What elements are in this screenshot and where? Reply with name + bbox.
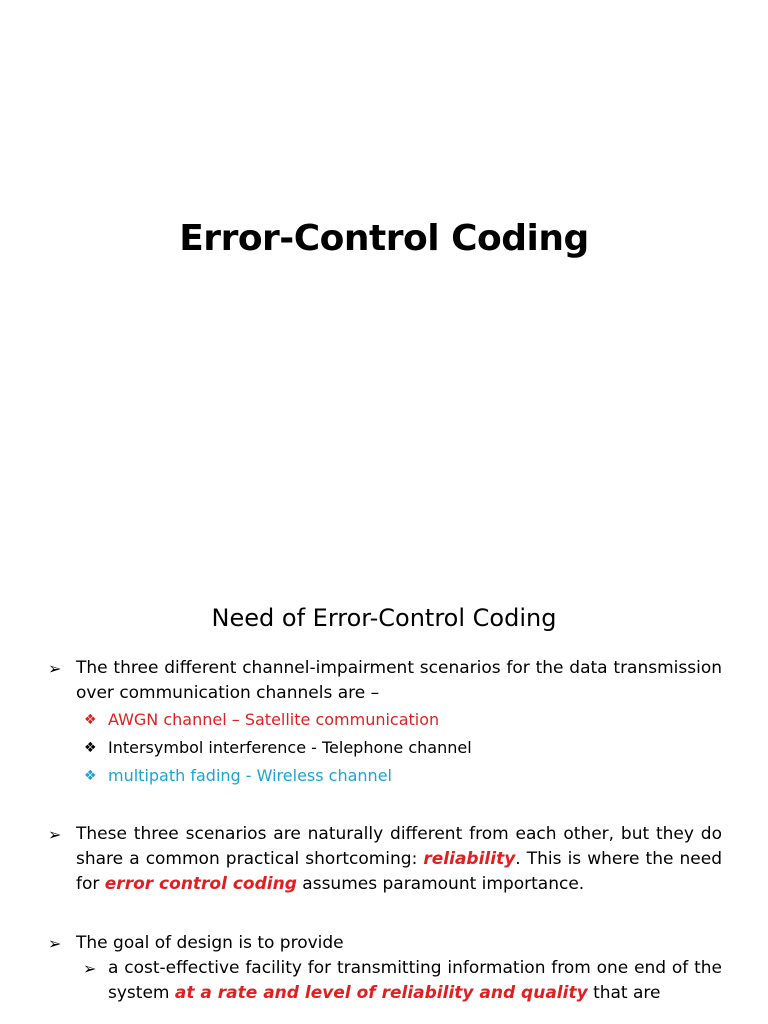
- bullet-text: The three different channel-impairment scenarios for the data transmission over communication channels are –: [76, 658, 722, 703]
- sub-bullet-text: Intersymbol interference - Telephone channel: [108, 738, 472, 757]
- sub-bullet-facility: [48, 956, 722, 1006]
- bullet-reliability: [48, 822, 722, 897]
- arrow-bullet-icon: ➢: [83, 959, 97, 978]
- bullet-text: The goal of design is to provide: [76, 933, 344, 953]
- diamond-bullet-icon: ❖: [84, 740, 97, 756]
- bullet-text-part: . This is where the need for: [76, 849, 722, 894]
- sub-bullet-text-part: a cost-effective facility for transmitting information from one end of the system: [108, 958, 722, 1003]
- slide-title: Need of Error-Control Coding: [211, 604, 557, 632]
- emphasis-rate-reliability-quality: at a rate and level of reliability and quality: [174, 983, 588, 1003]
- diamond-bullet-icon: ❖: [84, 768, 97, 784]
- diamond-bullet-icon: ❖: [84, 712, 97, 728]
- sub-bullet-awgn: [48, 706, 722, 734]
- presentation-title: Error-Control Coding: [179, 218, 589, 259]
- slide-content: [48, 656, 722, 1006]
- sub-bullet-isi: [48, 734, 722, 762]
- sub-bullet-text: AWGN channel – Satellite communication: [108, 710, 440, 729]
- bullet-design-goal: [48, 931, 722, 956]
- arrow-bullet-icon: ➢: [48, 825, 62, 844]
- sub-bullet-fading: [48, 762, 722, 790]
- emphasis-reliability: reliability: [423, 849, 516, 869]
- bullet-text-part: These three scenarios are naturally different from each other, but they do share a common practical shortcoming:: [76, 824, 722, 869]
- arrow-bullet-icon: ➢: [48, 934, 62, 953]
- arrow-bullet-icon: ➢: [48, 659, 62, 678]
- sub-bullet-text-part: that are: [587, 983, 661, 1003]
- sub-bullet-text: multipath fading - Wireless channel: [108, 766, 392, 785]
- bullet-text-part: assumes paramount importance.: [296, 874, 585, 894]
- bullet-channel-scenarios: [48, 656, 722, 706]
- content-slide: [0, 570, 768, 1024]
- emphasis-error-control-coding: error control coding: [104, 874, 297, 894]
